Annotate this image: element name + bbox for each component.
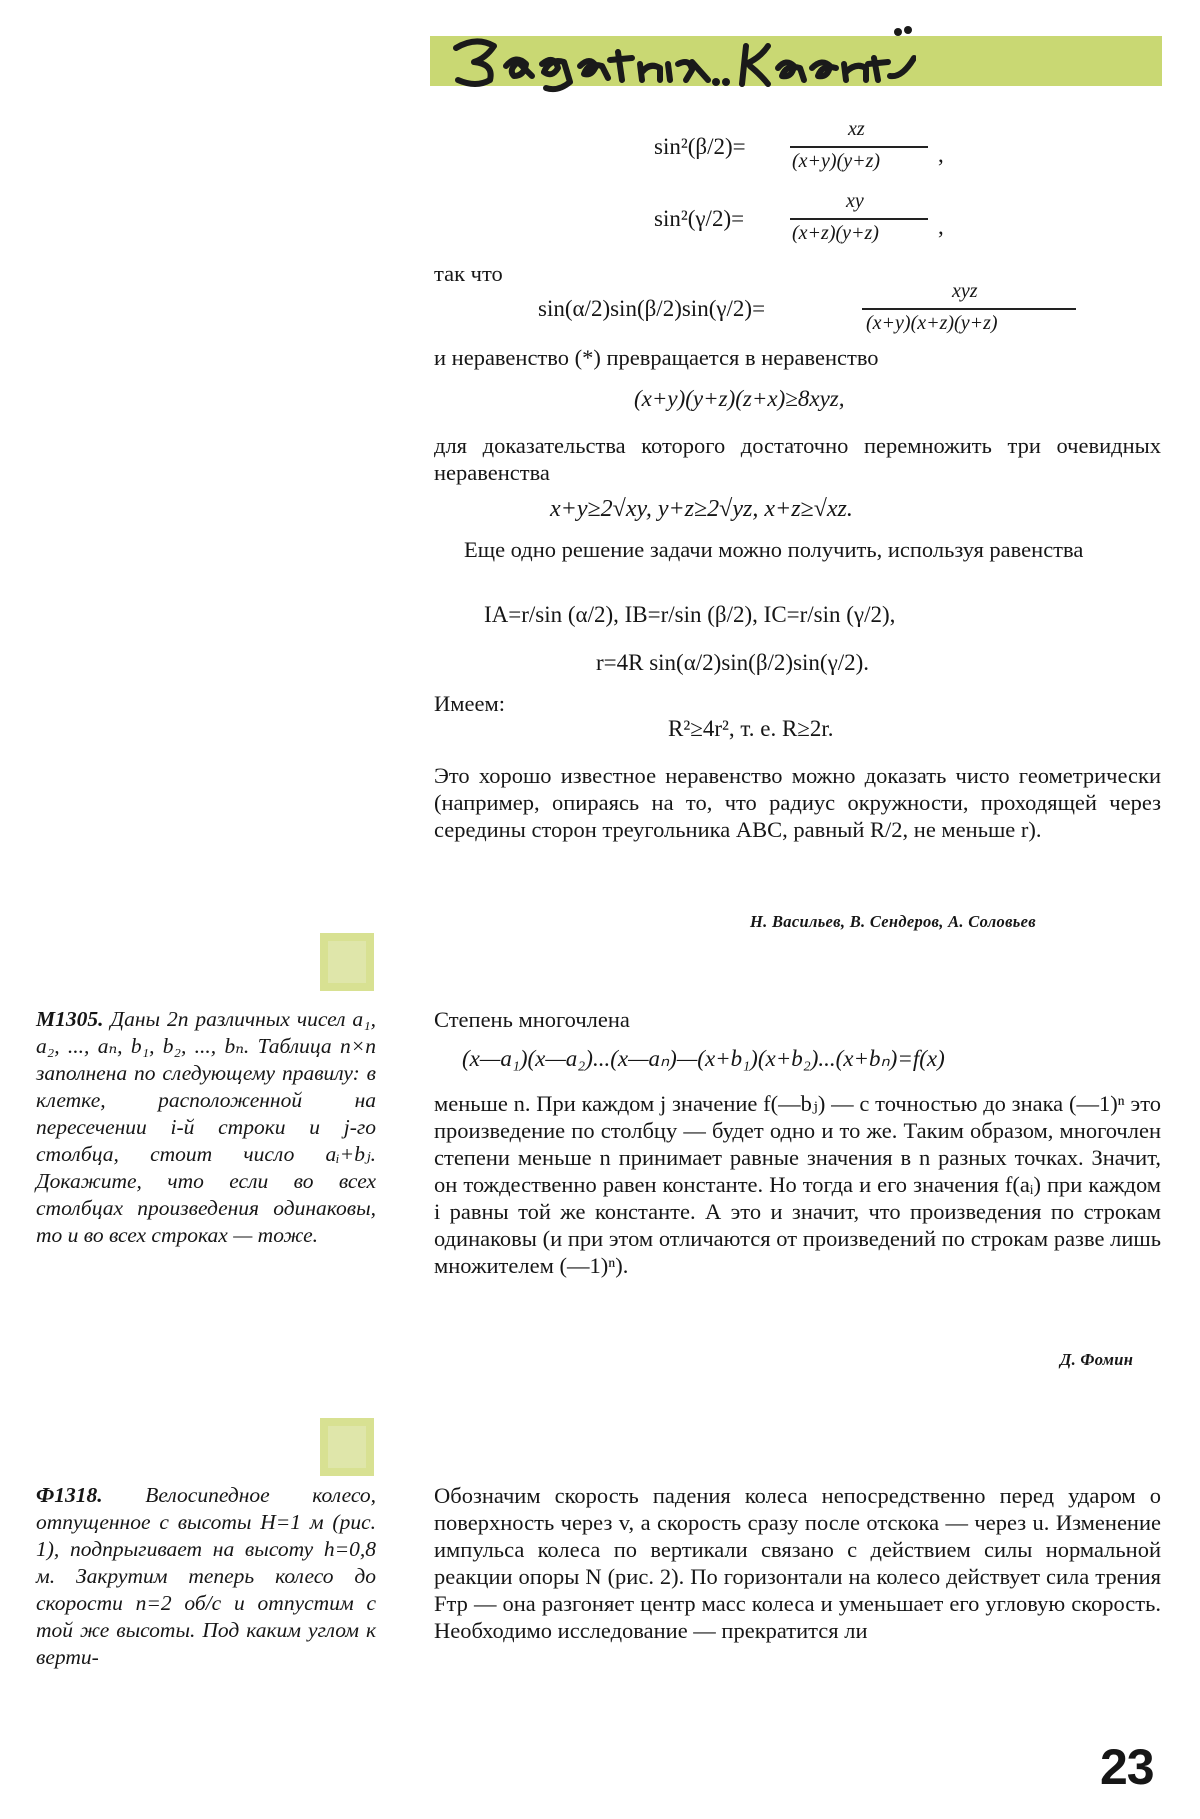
fraction-line [790, 146, 928, 148]
formula-product: sin(α/2)sin(β/2)sin(γ/2)= [538, 296, 766, 321]
side-marker [320, 1418, 374, 1476]
solution-f1318-text: Обозначим скорость падения колеса непосредственно перед ударом о поверхность через v, а скорость сразу после отскока — через u. Изменение импульса колеса по вертикали связано с действием силы нормальной реакции опоры N (рис. 2). По горизонтали на колесо действует сила трения Fтр — она разгоняет центр масс колеса и уменьшает его угловую скорость. Необходимо исследование — прекратится ли [434, 1483, 1161, 1643]
page-number: 23 [1100, 1739, 1154, 1795]
text-so: так что [434, 261, 503, 286]
text-proof: для доказательства которого достаточно перемножить три очевидных неравенства [434, 433, 1161, 485]
text-inequality-becomes: и неравенство (*) превращается в неравенство [434, 345, 879, 370]
text-geometric: Это хорошо известное неравенство можно доказать чисто геометрически (например, опираясь на то, что радиус окружности, проходящей через середины сторон треугольника ABC, равный R/2, не меньше r). [434, 763, 1161, 842]
formula-sin2-beta-denominator: (x+y)(y+z) [792, 150, 881, 172]
formula-comma: , [938, 214, 944, 239]
formula-product-numerator: xyz [952, 280, 978, 302]
formula-sin2-beta-numerator: xz [848, 118, 865, 140]
formula-sin2-gamma: sin²(γ/2)= [654, 206, 745, 231]
signature-m1305: Д. Фомин [1060, 1350, 1134, 1369]
formula-product-denominator: (x+y)(x+z)(y+z) [866, 312, 998, 334]
text-another-solution: Еще одно решение задачи можно получить, используя равенства [464, 537, 1084, 562]
formula-three-inequalities: x+y≥2√xy, y+z≥2√yz, x+z≥√xz. [550, 496, 853, 522]
fraction-line [862, 308, 1076, 310]
formula-sin2-beta: sin²(β/2)= [654, 134, 746, 159]
text-solution-body: меньше n. При каждом j значение f(—bⱼ) — с точностью до знака (—1)ⁿ это произведение по столбцу — будет одно и то же. Таким образом, многочлен степени меньше n принимает равные значения в n разных точках. Значит, он тождественно равен константе. Но тогда и его значения f(aᵢ) при каждом i равны той же константе. А это и значит, что произведения по строкам одинаковы (и при этом отличаются от произведений по строкам разве лишь множителем (—1)ⁿ). [434, 1091, 1161, 1278]
text-degree: Степень многочлена [434, 1007, 630, 1032]
formula-r: r=4R sin(α/2)sin(β/2)sin(γ/2). [596, 650, 870, 675]
fraction-line [790, 218, 928, 220]
problem-m1305-text: Даны 2n различных чисел a₁, a₂, ..., aₙ, b₁, b₂, ..., bₙ. Таблица n×n заполнена по следующему правилу: в клетке, расположенной на пересечении i-й строки и j-го столбца, стоит число aᵢ+bⱼ. Докажите, что если во всех столбцах произведения одинаковы, то и во всех строках — тоже. [36, 1007, 376, 1247]
formula-comma: , [938, 142, 944, 167]
problem-f1318-text: Велосипедное колесо, отпущенное с высоты H=1 м (рис. 1), подпрыгивает на высоту h=0,8 м. Закрутим теперь колесо до скорости n=2 об/с и отпустим с той же высоты. Под каким углом к верти- [36, 1483, 377, 1669]
signature-m1304: Н. Васильев, В. Сендеров, А. Соловьев [750, 912, 1036, 931]
side-marker [320, 933, 374, 991]
problem-m1305 [36, 1006, 376, 1249]
formula-8xyz: (x+y)(y+z)(z+x)≥8xyz, [634, 386, 845, 411]
problem-f1318 [36, 1482, 376, 1671]
problem-f1318-label: Ф1318. [36, 1483, 103, 1507]
formula-sin2-gamma-numerator: xy [846, 190, 864, 212]
formula-polynomial: (x—a₁)(x—a₂)...(x—aₙ)—(x+b₁)(x+b₂)...(x+bₙ)=f(x) [462, 1046, 945, 1071]
text-we-have: Имеем: [434, 691, 505, 716]
formula-sin2-gamma-denominator: (x+z)(y+z) [792, 222, 879, 244]
banner-logo [446, 18, 916, 98]
formula-R: R²≥4r², т. е. R≥2r. [668, 716, 834, 741]
problem-m1305-label: М1305. [36, 1007, 104, 1031]
formula-ia: IA=r/sin (α/2), IB=r/sin (β/2), IC=r/sin (γ/2), [484, 602, 896, 627]
